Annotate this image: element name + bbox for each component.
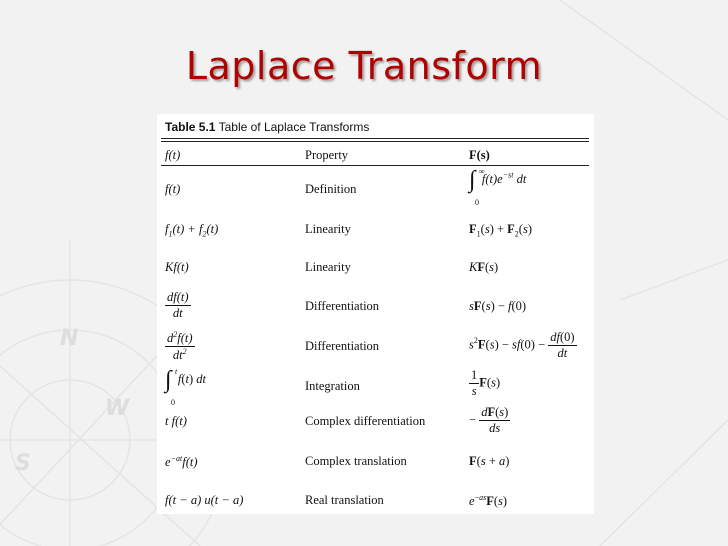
cell-F: F(s + a)	[469, 454, 510, 468]
cell-f: $\frac{d^2f(t)}{dt^2}$	[167, 330, 193, 363]
cell-f: $f_1(t) + f_2(t)$	[165, 222, 219, 239]
compass-letter-w: W	[105, 396, 130, 421]
cell-property: Differentiation	[305, 299, 380, 313]
header-f-t: f(t)	[165, 148, 181, 162]
cell-f: ∫ t 0 f(t) dt	[165, 367, 206, 407]
cell-property: Complex translation	[305, 454, 407, 468]
table-caption-number: Table 5.1	[165, 120, 216, 134]
cell-f: $e^{-at}f(t)$	[165, 454, 198, 470]
cell-F: $\frac{1}{s}$ F(s)	[471, 368, 501, 398]
cell-F: $e^{-as}F(s)$	[469, 493, 508, 509]
cell-f: Kf(t)	[165, 260, 189, 274]
cell-property: Linearity	[305, 222, 351, 236]
cell-F: ∫ ∞ 0 $f(t)e^{-st}$ dt	[469, 167, 527, 207]
laplace-table	[157, 114, 594, 514]
cell-f: $\frac{df(t)}{dt}$	[167, 290, 189, 320]
header-property: Property	[305, 148, 349, 162]
table-rule-top-2	[161, 141, 589, 142]
table-rule-header	[161, 165, 589, 166]
cell-f: f(t − a) u(t − a)	[165, 493, 244, 507]
cell-f: t f(t)	[165, 414, 187, 428]
table-rule-top	[161, 138, 589, 139]
cell-f: f(t)	[165, 182, 181, 196]
cell-F: $s^2F(s) - sf(0)$ − $\frac{df(0)}{dt}$	[469, 330, 575, 360]
cell-property: Linearity	[305, 260, 351, 274]
page-title: Laplace Transform	[185, 44, 543, 88]
table-caption	[165, 120, 369, 134]
cell-property: Differentiation	[305, 339, 380, 353]
cell-property: Complex differentiation	[305, 414, 426, 428]
compass-letter-n: N	[60, 326, 79, 351]
compass-letter-s: S	[15, 451, 31, 476]
cell-F: sF(s) − f(0)	[469, 299, 527, 313]
table-caption-text: Table of Laplace Transforms	[218, 120, 370, 134]
cell-property: Integration	[305, 379, 360, 393]
cell-property: Real translation	[305, 493, 384, 507]
header-F-s: F(s)	[469, 148, 490, 162]
cell-F: $F_1(s) + F_2(s)$	[469, 222, 533, 239]
cell-F: KF(s)	[469, 260, 499, 274]
cell-property: Definition	[305, 182, 357, 196]
cell-F: − $\frac{dF(s)}{ds}$	[469, 405, 509, 435]
